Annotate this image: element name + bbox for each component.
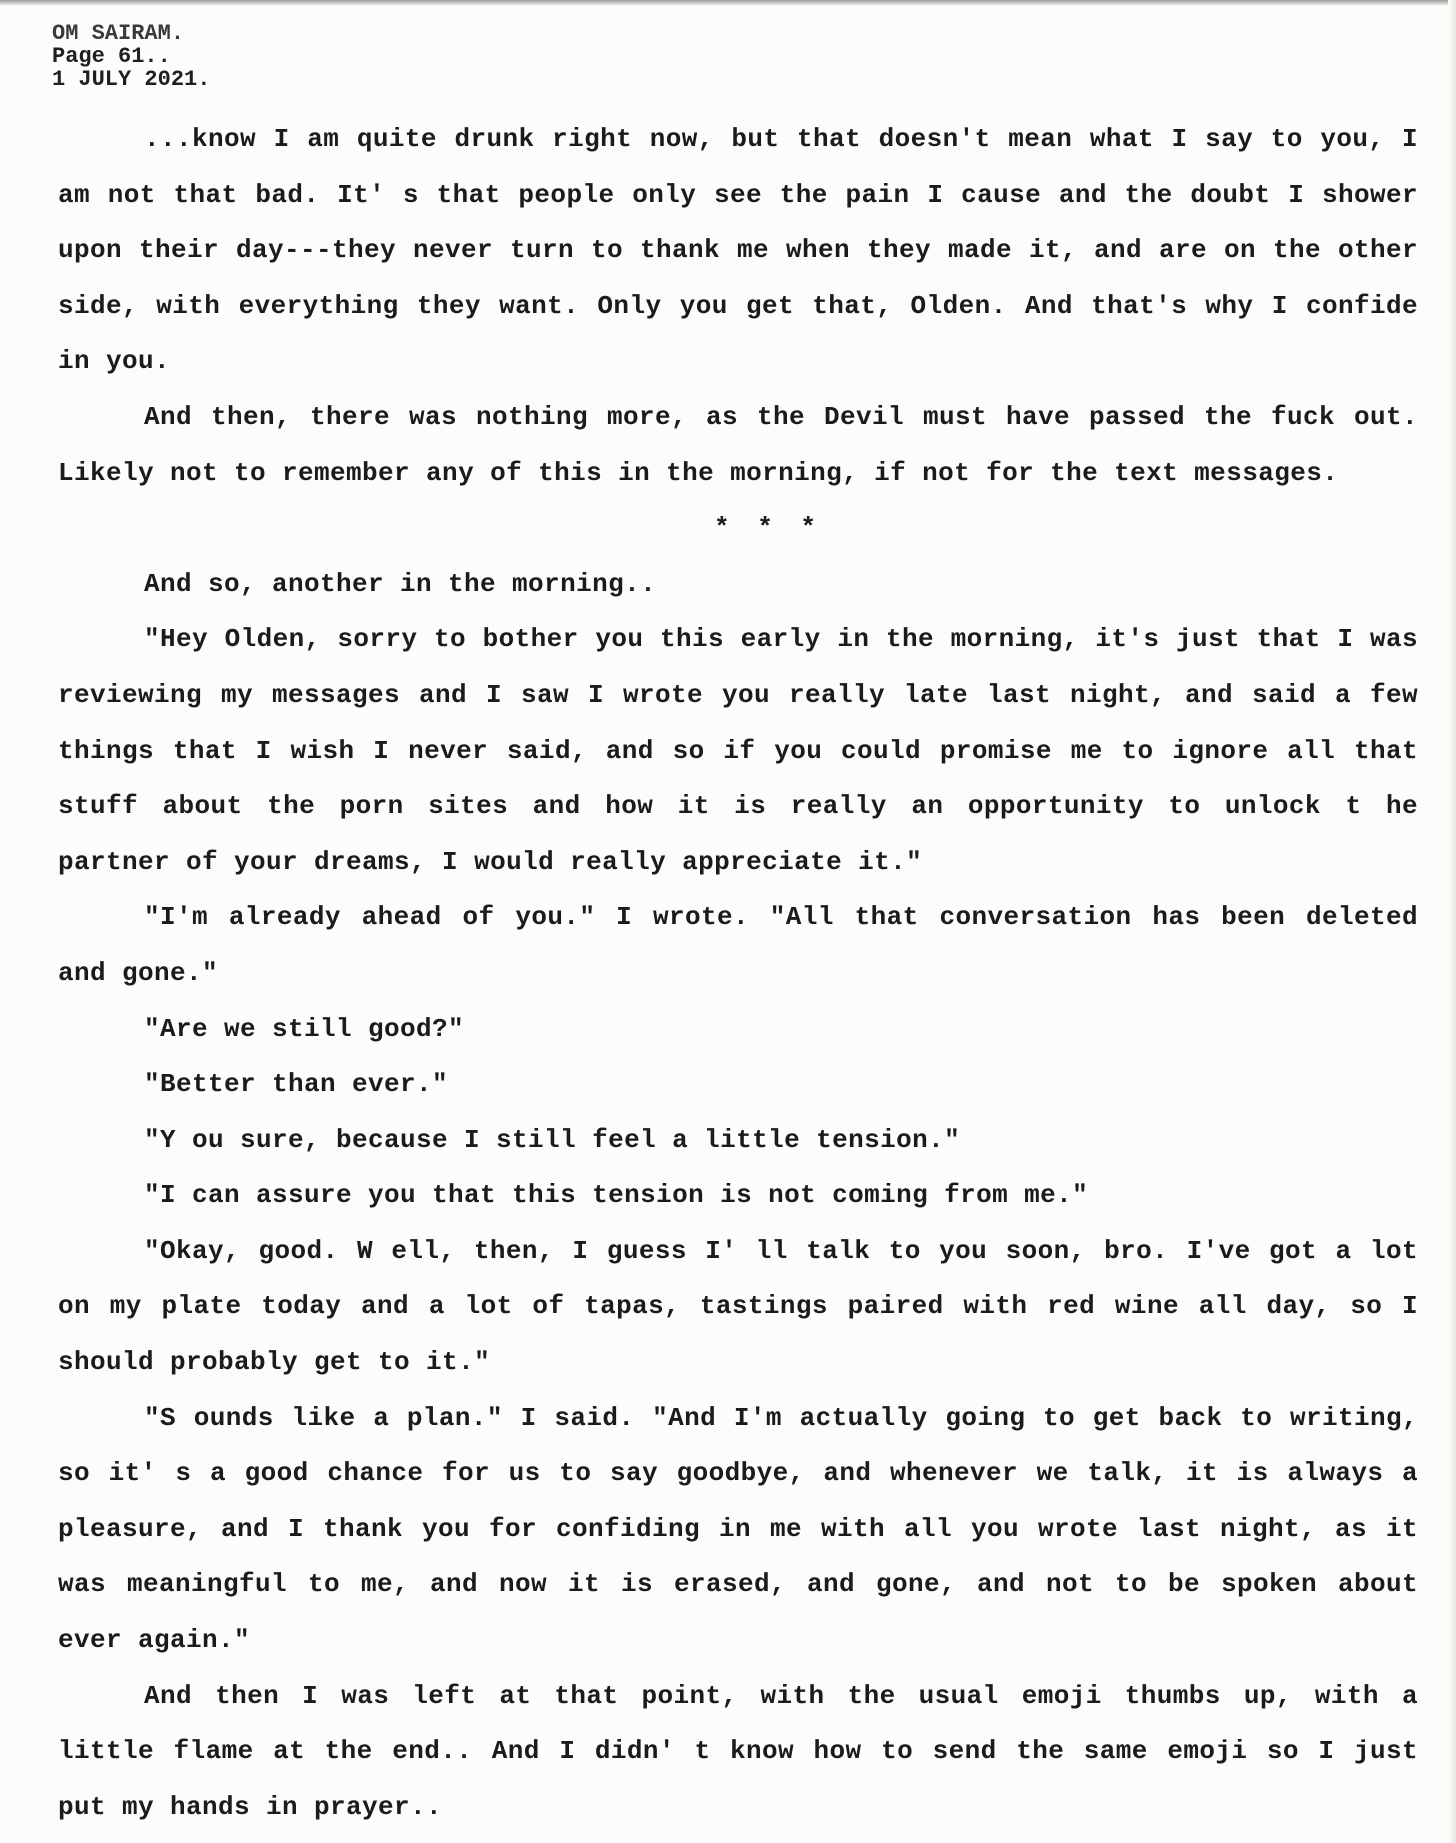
paragraph-7: "Better than ever." bbox=[144, 1069, 449, 1100]
section-separator: * * * bbox=[713, 513, 822, 544]
header-date: 1 JULY 2021. bbox=[52, 67, 211, 92]
paragraph-5: "I'm already ahead of you." I wrote. "All that conversation has been deleted and gone." bbox=[58, 902, 1418, 988]
paragraph-1: ...know I am quite drunk right now, but that doesn't mean what I say to you, I am not that bad. It' s that people only see the pain I cause and the doubt I shower upon their day---they never turn to thank me when they made it, and are on the other side, with everything they want. Only you get that, Olden. And that's why I confide in you. bbox=[58, 124, 1418, 377]
scan-right-edge bbox=[1448, 0, 1456, 1843]
paragraph-6: "Are we still good?" bbox=[144, 1013, 465, 1044]
page-header bbox=[52, 22, 210, 91]
header-page-number: Page 61.. bbox=[52, 44, 171, 69]
paragraph-12: And then I was left at that point, with the usual emoji thumbs up, with a little flame at the end.. And I didn' t know how to send the same emoji so I just put my hands in prayer.. bbox=[58, 1680, 1418, 1822]
paragraph-2: And then, there was nothing more, as the Devil must have passed the fuck out. Likely not to remember any of this in the morning, if not for the text messages. bbox=[58, 401, 1418, 488]
paragraph-10: "Okay, good. W ell, then, I guess I' ll talk to you soon, bro. I've got a lot on my plate today and a lot of tapas, tastings paired with red wine all day, so I should probably get to it." bbox=[58, 1235, 1418, 1378]
scan-top-edge bbox=[0, 0, 1456, 6]
paragraph-11: "S ounds like a plan." I said. "And I'm actually going to get back to writing, so it' s a good chance for us to say goodbye, and whenever we talk, it is always a pleasure, and I thank you for confiding in me with all you wrote last night, as it was meaningful to me, and now it is erased, and gone, and not to be spoken about ever again." bbox=[58, 1402, 1418, 1656]
manuscript-body bbox=[58, 112, 1418, 1835]
paragraph-4: "Hey Olden, sorry to bother you this early in the morning, it's just that I was reviewing my messages and I saw I wrote you really late last night, and said a few things that I wish I never said, and so if you could promise me to ignore all that stuff about the porn sites and how it is really an opportunity to unlock t he partner of your dreams, I would really appreciate it." bbox=[58, 624, 1418, 877]
paragraph-9: "I can assure you that this tension is not coming from me." bbox=[144, 1180, 1089, 1211]
paragraph-3: And so, another in the morning.. bbox=[144, 568, 657, 599]
header-title: OM SAIRAM. bbox=[52, 21, 185, 46]
paragraph-8: "Y ou sure, because I still feel a little tension." bbox=[144, 1124, 961, 1155]
